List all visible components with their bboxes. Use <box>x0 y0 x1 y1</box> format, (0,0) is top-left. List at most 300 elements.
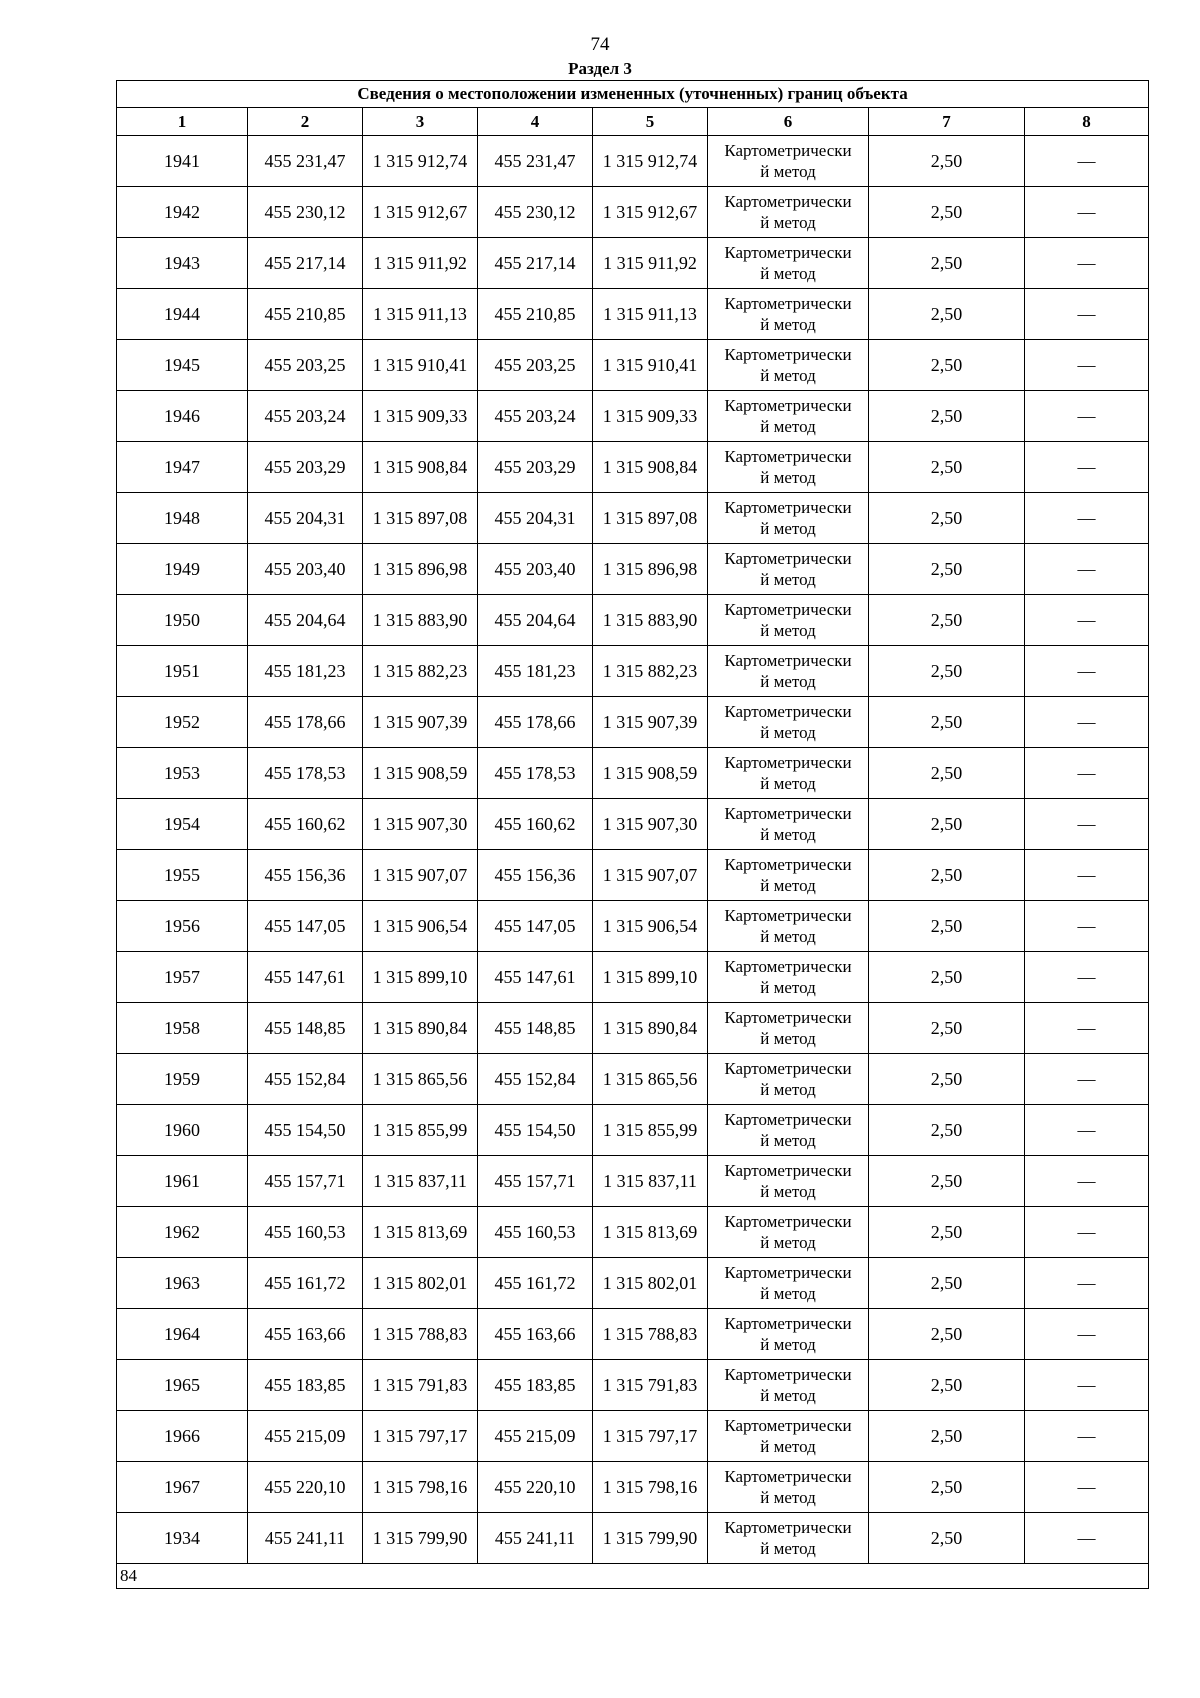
table-row <box>117 1054 1149 1105</box>
new-y-cell: 1 315 896,98 <box>593 544 708 595</box>
new-x-cell: 455 210,85 <box>478 289 593 340</box>
existing-x-cell: 455 203,40 <box>248 544 363 595</box>
existing-y-cell: 1 315 797,17 <box>363 1411 478 1462</box>
accuracy-cell: 2,50 <box>869 952 1025 1003</box>
existing-y-cell: 1 315 908,84 <box>363 442 478 493</box>
method-cell <box>708 289 869 340</box>
description-cell: — <box>1025 391 1149 442</box>
column-number: 1 <box>117 108 248 136</box>
method-cell <box>708 544 869 595</box>
existing-x-cell: 455 204,64 <box>248 595 363 646</box>
new-x-cell: 455 181,23 <box>478 646 593 697</box>
existing-y-cell: 1 315 912,67 <box>363 187 478 238</box>
new-x-cell: 455 204,31 <box>478 493 593 544</box>
method-cell <box>708 748 869 799</box>
method-text-line: й метод <box>760 1488 816 1507</box>
existing-y-cell: 1 315 897,08 <box>363 493 478 544</box>
existing-x-cell: 455 178,53 <box>248 748 363 799</box>
point-number-cell: 1948 <box>117 493 248 544</box>
existing-y-cell: 1 315 906,54 <box>363 901 478 952</box>
new-x-cell: 455 231,47 <box>478 136 593 187</box>
existing-y-cell: 1 315 837,11 <box>363 1156 478 1207</box>
new-y-cell: 1 315 906,54 <box>593 901 708 952</box>
method-text-line: Картометрически <box>724 1161 852 1180</box>
point-number-cell: 1946 <box>117 391 248 442</box>
method-text-line: й метод <box>760 519 816 538</box>
new-x-cell: 455 203,25 <box>478 340 593 391</box>
description-cell: — <box>1025 1156 1149 1207</box>
existing-y-cell: 1 315 909,33 <box>363 391 478 442</box>
description-cell: — <box>1025 493 1149 544</box>
new-x-cell: 455 230,12 <box>478 187 593 238</box>
method-text-line: Картометрически <box>724 1314 852 1333</box>
new-y-cell: 1 315 882,23 <box>593 646 708 697</box>
point-number-cell: 1963 <box>117 1258 248 1309</box>
table-row <box>117 901 1149 952</box>
new-x-cell: 455 203,24 <box>478 391 593 442</box>
accuracy-cell: 2,50 <box>869 1513 1025 1564</box>
new-x-cell: 455 157,71 <box>478 1156 593 1207</box>
method-cell <box>708 136 869 187</box>
method-text-line: й метод <box>760 876 816 895</box>
point-number-cell: 1962 <box>117 1207 248 1258</box>
description-cell: — <box>1025 901 1149 952</box>
description-cell: — <box>1025 187 1149 238</box>
table-row <box>117 1156 1149 1207</box>
description-cell: — <box>1025 952 1149 1003</box>
point-number-cell: 1947 <box>117 442 248 493</box>
new-x-cell: 455 178,66 <box>478 697 593 748</box>
new-x-cell: 455 217,14 <box>478 238 593 289</box>
column-number: 2 <box>248 108 363 136</box>
new-y-cell: 1 315 908,59 <box>593 748 708 799</box>
existing-x-cell: 455 220,10 <box>248 1462 363 1513</box>
new-y-cell: 1 315 791,83 <box>593 1360 708 1411</box>
point-number-cell: 1945 <box>117 340 248 391</box>
method-text-line: Картометрически <box>724 1416 852 1435</box>
method-text-line: й метод <box>760 723 816 742</box>
table-body <box>117 136 1149 1564</box>
new-y-cell: 1 315 883,90 <box>593 595 708 646</box>
point-number-cell: 1955 <box>117 850 248 901</box>
existing-x-cell: 455 203,29 <box>248 442 363 493</box>
accuracy-cell: 2,50 <box>869 289 1025 340</box>
table-row <box>117 850 1149 901</box>
table-row <box>117 238 1149 289</box>
accuracy-cell: 2,50 <box>869 136 1025 187</box>
existing-y-cell: 1 315 813,69 <box>363 1207 478 1258</box>
point-number-cell: 1951 <box>117 646 248 697</box>
existing-x-cell: 455 152,84 <box>248 1054 363 1105</box>
section-title: Раздел 3 <box>568 59 632 78</box>
existing-y-cell: 1 315 907,30 <box>363 799 478 850</box>
existing-x-cell: 455 157,71 <box>248 1156 363 1207</box>
new-y-cell: 1 315 788,83 <box>593 1309 708 1360</box>
accuracy-cell: 2,50 <box>869 697 1025 748</box>
method-cell <box>708 187 869 238</box>
accuracy-cell: 2,50 <box>869 1003 1025 1054</box>
method-text-line: й метод <box>760 468 816 487</box>
existing-y-cell: 1 315 802,01 <box>363 1258 478 1309</box>
method-text-line: Картометрически <box>724 957 852 976</box>
existing-x-cell: 455 154,50 <box>248 1105 363 1156</box>
new-y-cell: 1 315 865,56 <box>593 1054 708 1105</box>
method-text-line: Картометрически <box>724 1008 852 1027</box>
method-text-line: й метод <box>760 570 816 589</box>
new-x-cell: 455 178,53 <box>478 748 593 799</box>
existing-y-cell: 1 315 899,10 <box>363 952 478 1003</box>
table-row <box>117 544 1149 595</box>
method-text-line: Картометрически <box>724 651 852 670</box>
accuracy-cell: 2,50 <box>869 901 1025 952</box>
existing-x-cell: 455 204,31 <box>248 493 363 544</box>
existing-y-cell: 1 315 791,83 <box>363 1360 478 1411</box>
existing-y-cell: 1 315 910,41 <box>363 340 478 391</box>
description-cell: — <box>1025 1258 1149 1309</box>
existing-x-cell: 455 210,85 <box>248 289 363 340</box>
method-text-line: й метод <box>760 1539 816 1558</box>
existing-x-cell: 455 231,47 <box>248 136 363 187</box>
method-cell <box>708 1054 869 1105</box>
method-text-line: Картометрически <box>724 192 852 211</box>
method-text-line: Картометрически <box>724 549 852 568</box>
point-number-cell: 1934 <box>117 1513 248 1564</box>
accuracy-cell: 2,50 <box>869 1462 1025 1513</box>
method-cell <box>708 901 869 952</box>
method-cell <box>708 493 869 544</box>
accuracy-cell: 2,50 <box>869 748 1025 799</box>
method-text-line: Картометрически <box>724 294 852 313</box>
description-cell: — <box>1025 340 1149 391</box>
point-number-cell: 1954 <box>117 799 248 850</box>
new-y-cell: 1 315 813,69 <box>593 1207 708 1258</box>
method-cell <box>708 952 869 1003</box>
method-cell <box>708 340 869 391</box>
existing-y-cell: 1 315 890,84 <box>363 1003 478 1054</box>
column-number: 8 <box>1025 108 1149 136</box>
table-row <box>117 697 1149 748</box>
method-text-line: й метод <box>760 927 816 946</box>
point-number-cell: 1956 <box>117 901 248 952</box>
method-text-line: й метод <box>760 825 816 844</box>
table-row <box>117 1309 1149 1360</box>
new-x-cell: 455 183,85 <box>478 1360 593 1411</box>
accuracy-cell: 2,50 <box>869 646 1025 697</box>
method-text-line: Картометрически <box>724 345 852 364</box>
method-text-line: Картометрически <box>724 600 852 619</box>
column-number: 4 <box>478 108 593 136</box>
table-row <box>117 1105 1149 1156</box>
new-x-cell: 455 161,72 <box>478 1258 593 1309</box>
description-cell: — <box>1025 1411 1149 1462</box>
accuracy-cell: 2,50 <box>869 595 1025 646</box>
existing-y-cell: 1 315 855,99 <box>363 1105 478 1156</box>
new-y-cell: 1 315 908,84 <box>593 442 708 493</box>
existing-x-cell: 455 181,23 <box>248 646 363 697</box>
new-x-cell: 455 154,50 <box>478 1105 593 1156</box>
new-x-cell: 455 147,61 <box>478 952 593 1003</box>
accuracy-cell: 2,50 <box>869 1207 1025 1258</box>
method-text-line: й метод <box>760 621 816 640</box>
existing-y-cell: 1 315 907,07 <box>363 850 478 901</box>
column-number-row <box>117 108 1149 136</box>
column-number: 3 <box>363 108 478 136</box>
point-number-cell: 1961 <box>117 1156 248 1207</box>
existing-x-cell: 455 217,14 <box>248 238 363 289</box>
table-row <box>117 799 1149 850</box>
accuracy-cell: 2,50 <box>869 1360 1025 1411</box>
description-cell: — <box>1025 595 1149 646</box>
existing-x-cell: 455 241,11 <box>248 1513 363 1564</box>
table-row <box>117 1258 1149 1309</box>
method-cell <box>708 238 869 289</box>
method-cell <box>708 1207 869 1258</box>
existing-x-cell: 455 161,72 <box>248 1258 363 1309</box>
new-x-cell: 455 215,09 <box>478 1411 593 1462</box>
method-text-line: й метод <box>760 1029 816 1048</box>
method-cell <box>708 799 869 850</box>
table-row <box>117 646 1149 697</box>
existing-x-cell: 455 147,05 <box>248 901 363 952</box>
method-text-line: Картометрически <box>724 1059 852 1078</box>
existing-x-cell: 455 178,66 <box>248 697 363 748</box>
description-cell: — <box>1025 1105 1149 1156</box>
point-number-cell: 1958 <box>117 1003 248 1054</box>
table-row <box>117 1462 1149 1513</box>
point-number-cell: 1950 <box>117 595 248 646</box>
method-text-line: Картометрически <box>724 753 852 772</box>
description-cell: — <box>1025 1360 1149 1411</box>
new-x-cell: 455 148,85 <box>478 1003 593 1054</box>
point-number-cell: 1941 <box>117 136 248 187</box>
method-cell <box>708 1003 869 1054</box>
method-text-line: й метод <box>760 264 816 283</box>
method-cell <box>708 1462 869 1513</box>
existing-y-cell: 1 315 865,56 <box>363 1054 478 1105</box>
table-row <box>117 391 1149 442</box>
existing-x-cell: 455 215,09 <box>248 1411 363 1462</box>
description-cell: — <box>1025 1309 1149 1360</box>
existing-x-cell: 455 203,25 <box>248 340 363 391</box>
method-text-line: Картометрически <box>724 1365 852 1384</box>
new-y-cell: 1 315 907,07 <box>593 850 708 901</box>
accuracy-cell: 2,50 <box>869 340 1025 391</box>
accuracy-cell: 2,50 <box>869 442 1025 493</box>
point-number-cell: 1949 <box>117 544 248 595</box>
method-text-line: Картометрически <box>724 1110 852 1129</box>
method-text-line: Картометрически <box>724 498 852 517</box>
new-x-cell: 455 220,10 <box>478 1462 593 1513</box>
method-cell <box>708 697 869 748</box>
table-footer-note: 84 <box>117 1564 1149 1589</box>
accuracy-cell: 2,50 <box>869 544 1025 595</box>
point-number-cell: 1960 <box>117 1105 248 1156</box>
point-number-cell: 1942 <box>117 187 248 238</box>
table-row <box>117 1207 1149 1258</box>
description-cell: — <box>1025 238 1149 289</box>
description-cell: — <box>1025 799 1149 850</box>
table-caption: Сведения о местоположении измененных (уточненных) границ объекта <box>117 81 1149 108</box>
method-text-line: й метод <box>760 978 816 997</box>
description-cell: — <box>1025 748 1149 799</box>
existing-y-cell: 1 315 911,13 <box>363 289 478 340</box>
accuracy-cell: 2,50 <box>869 799 1025 850</box>
table-row <box>117 1003 1149 1054</box>
existing-y-cell: 1 315 798,16 <box>363 1462 478 1513</box>
new-y-cell: 1 315 909,33 <box>593 391 708 442</box>
method-text-line: Картометрически <box>724 702 852 721</box>
existing-x-cell: 455 147,61 <box>248 952 363 1003</box>
method-text-line: й метод <box>760 1284 816 1303</box>
new-x-cell: 455 156,36 <box>478 850 593 901</box>
new-y-cell: 1 315 912,74 <box>593 136 708 187</box>
accuracy-cell: 2,50 <box>869 1309 1025 1360</box>
column-number: 5 <box>593 108 708 136</box>
column-number: 6 <box>708 108 869 136</box>
table-row <box>117 187 1149 238</box>
point-number-cell: 1943 <box>117 238 248 289</box>
table-row <box>117 595 1149 646</box>
description-cell: — <box>1025 544 1149 595</box>
point-number-cell: 1953 <box>117 748 248 799</box>
method-text-line: й метод <box>760 315 816 334</box>
method-text-line: й метод <box>760 774 816 793</box>
existing-y-cell: 1 315 882,23 <box>363 646 478 697</box>
method-text-line: Картометрически <box>724 396 852 415</box>
new-x-cell: 455 160,62 <box>478 799 593 850</box>
description-cell: — <box>1025 697 1149 748</box>
accuracy-cell: 2,50 <box>869 850 1025 901</box>
new-x-cell: 455 204,64 <box>478 595 593 646</box>
method-text-line: Картометрически <box>724 906 852 925</box>
new-y-cell: 1 315 910,41 <box>593 340 708 391</box>
existing-y-cell: 1 315 896,98 <box>363 544 478 595</box>
method-text-line: й метод <box>760 1131 816 1150</box>
table-row <box>117 442 1149 493</box>
point-number-cell: 1944 <box>117 289 248 340</box>
existing-x-cell: 455 163,66 <box>248 1309 363 1360</box>
method-text-line: й метод <box>760 672 816 691</box>
method-text-line: й метод <box>760 1386 816 1405</box>
method-text-line: Картометрически <box>724 1518 852 1537</box>
new-y-cell: 1 315 799,90 <box>593 1513 708 1564</box>
description-cell: — <box>1025 1207 1149 1258</box>
method-cell <box>708 1309 869 1360</box>
method-cell <box>708 442 869 493</box>
accuracy-cell: 2,50 <box>869 493 1025 544</box>
method-text-line: Картометрически <box>724 243 852 262</box>
description-cell: — <box>1025 1462 1149 1513</box>
existing-x-cell: 455 160,62 <box>248 799 363 850</box>
existing-x-cell: 455 183,85 <box>248 1360 363 1411</box>
method-text-line: й метод <box>760 162 816 181</box>
new-y-cell: 1 315 899,10 <box>593 952 708 1003</box>
method-cell <box>708 1156 869 1207</box>
new-y-cell: 1 315 837,11 <box>593 1156 708 1207</box>
accuracy-cell: 2,50 <box>869 1411 1025 1462</box>
page-number: 74 <box>590 34 610 55</box>
new-y-cell: 1 315 798,16 <box>593 1462 708 1513</box>
existing-x-cell: 455 148,85 <box>248 1003 363 1054</box>
description-cell: — <box>1025 850 1149 901</box>
existing-y-cell: 1 315 908,59 <box>363 748 478 799</box>
method-text-line: й метод <box>760 417 816 436</box>
point-number-cell: 1964 <box>117 1309 248 1360</box>
description-cell: — <box>1025 289 1149 340</box>
existing-y-cell: 1 315 912,74 <box>363 136 478 187</box>
new-y-cell: 1 315 797,17 <box>593 1411 708 1462</box>
method-cell <box>708 646 869 697</box>
accuracy-cell: 2,50 <box>869 1156 1025 1207</box>
accuracy-cell: 2,50 <box>869 1258 1025 1309</box>
accuracy-cell: 2,50 <box>869 1054 1025 1105</box>
new-x-cell: 455 147,05 <box>478 901 593 952</box>
table-row <box>117 952 1149 1003</box>
existing-y-cell: 1 315 883,90 <box>363 595 478 646</box>
new-y-cell: 1 315 890,84 <box>593 1003 708 1054</box>
method-text-line: Картометрически <box>724 447 852 466</box>
existing-x-cell: 455 156,36 <box>248 850 363 901</box>
table-row <box>117 748 1149 799</box>
new-x-cell: 455 241,11 <box>478 1513 593 1564</box>
table-row <box>117 1411 1149 1462</box>
accuracy-cell: 2,50 <box>869 238 1025 289</box>
table-row <box>117 289 1149 340</box>
table-row <box>117 493 1149 544</box>
accuracy-cell: 2,50 <box>869 187 1025 238</box>
description-cell: — <box>1025 1054 1149 1105</box>
accuracy-cell: 2,50 <box>869 1105 1025 1156</box>
table-row <box>117 1360 1149 1411</box>
method-text-line: й метод <box>760 1437 816 1456</box>
new-y-cell: 1 315 897,08 <box>593 493 708 544</box>
new-y-cell: 1 315 912,67 <box>593 187 708 238</box>
existing-y-cell: 1 315 911,92 <box>363 238 478 289</box>
table-row <box>117 340 1149 391</box>
method-text-line: Картометрически <box>724 1263 852 1282</box>
boundary-coordinates-table <box>116 80 1149 1589</box>
method-cell <box>708 1105 869 1156</box>
point-number-cell: 1957 <box>117 952 248 1003</box>
method-cell <box>708 1258 869 1309</box>
new-y-cell: 1 315 802,01 <box>593 1258 708 1309</box>
method-text-line: й метод <box>760 1080 816 1099</box>
point-number-cell: 1965 <box>117 1360 248 1411</box>
method-cell <box>708 391 869 442</box>
table-row <box>117 1513 1149 1564</box>
new-y-cell: 1 315 907,30 <box>593 799 708 850</box>
method-cell <box>708 850 869 901</box>
method-cell <box>708 1360 869 1411</box>
accuracy-cell: 2,50 <box>869 391 1025 442</box>
existing-y-cell: 1 315 799,90 <box>363 1513 478 1564</box>
point-number-cell: 1952 <box>117 697 248 748</box>
method-text-line: й метод <box>760 1182 816 1201</box>
method-cell <box>708 595 869 646</box>
method-text-line: Картометрически <box>724 1212 852 1231</box>
method-text-line: Картометрически <box>724 804 852 823</box>
description-cell: — <box>1025 1003 1149 1054</box>
column-number: 7 <box>869 108 1025 136</box>
method-text-line: Картометрически <box>724 1467 852 1486</box>
new-y-cell: 1 315 911,92 <box>593 238 708 289</box>
method-text-line: й метод <box>760 1335 816 1354</box>
table-row <box>117 136 1149 187</box>
new-x-cell: 455 203,40 <box>478 544 593 595</box>
new-y-cell: 1 315 907,39 <box>593 697 708 748</box>
description-cell: — <box>1025 136 1149 187</box>
new-x-cell: 455 152,84 <box>478 1054 593 1105</box>
